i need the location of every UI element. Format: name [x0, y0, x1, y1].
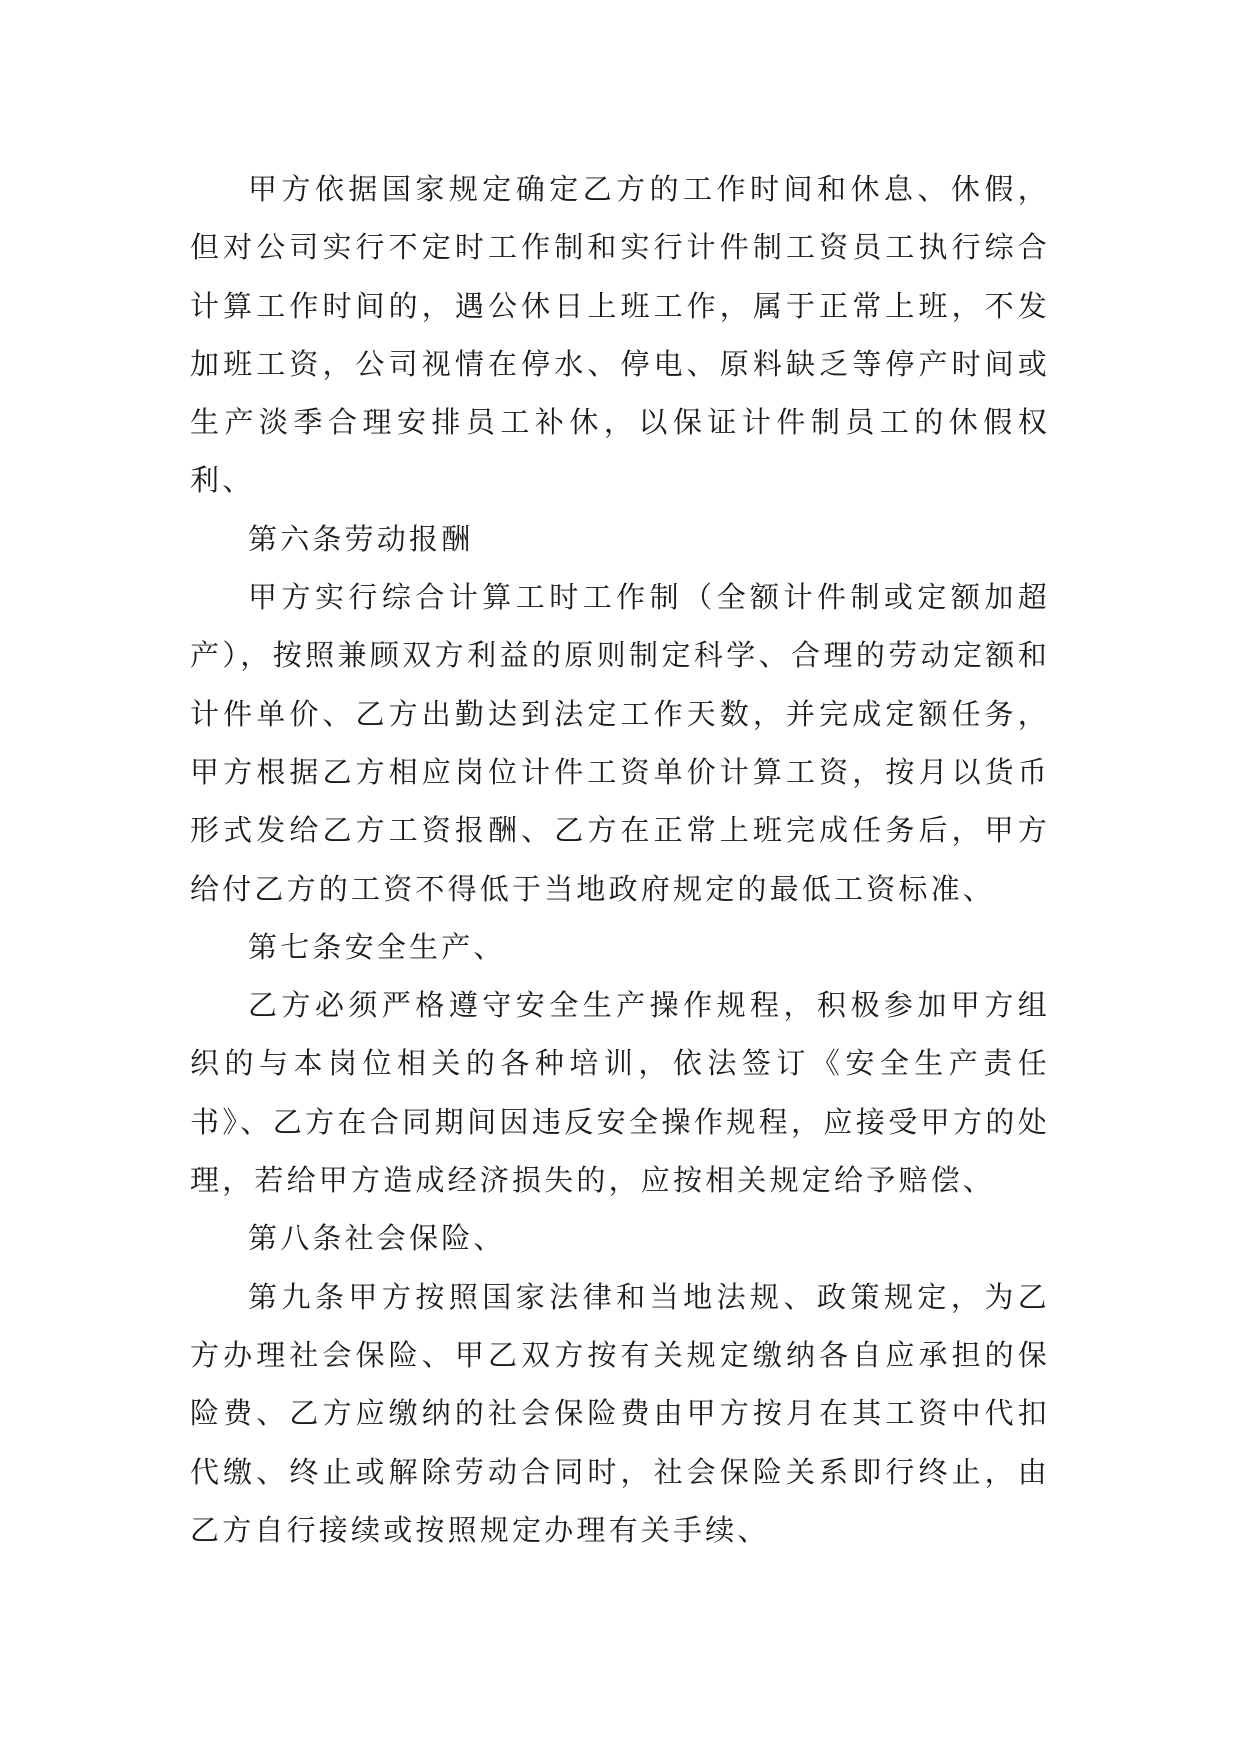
heading-article-6-remuneration: 第六条劳动报酬 [248, 521, 474, 556]
paragraph-remuneration: 甲方实行综合计算工时工作制（全额计件制或定额加超产），按照兼顾双方利益的原则制定科学、合理的劳动定额和计件单价、乙方出勤达到法定工作天数，并完成定额任务，甲方根据乙方相应岗位计件工资单价计算工资，按月以货币形式发给乙方工资报酬、乙方在正常上班完成任务后，甲方给付乙方的工资不得低于当地政府规定的最低工资标准、 [190, 580, 1050, 906]
paragraph-safety: 乙方必须严格遵守安全生产操作规程，积极参加甲方组织的与本岗位相关的各种培训，依法签订《安全生产责任书》、乙方在合同期间因违反安全操作规程，应接受甲方的处理，若给甲方造成经济损失的，应按相关规定给予赔偿、 [190, 988, 1050, 1198]
paragraph-work-hours: 甲方依据国家规定确定乙方的工作时间和休息、休假，但对公司实行不定时工作制和实行计件制工资员工执行综合计算工作时间的，遇公休日上班工作，属于正常上班，不发加班工资，公司视情在停水、停电、原料缺乏等停产时间或生产淡季合理安排员工补休，以保证计件制员工的休假权利、 [190, 172, 1050, 498]
heading-article-7-safety: 第七条安全生产、 [248, 929, 506, 964]
document-body [190, 160, 1050, 1559]
paragraph-article-9-insurance: 第九条甲方按照国家法律和当地法规、政策规定，为乙方办理社会保险、甲乙双方按有关规定缴纳各自应承担的保险费、乙方应缴纳的社会保险费由甲方按月在其工资中代扣代缴、终止或解除劳动合同时，社会保险关系即行终止，由乙方自行接续或按照规定办理有关手续、 [190, 1279, 1050, 1547]
heading-article-8-social-insurance: 第八条社会保险、 [248, 1221, 506, 1256]
